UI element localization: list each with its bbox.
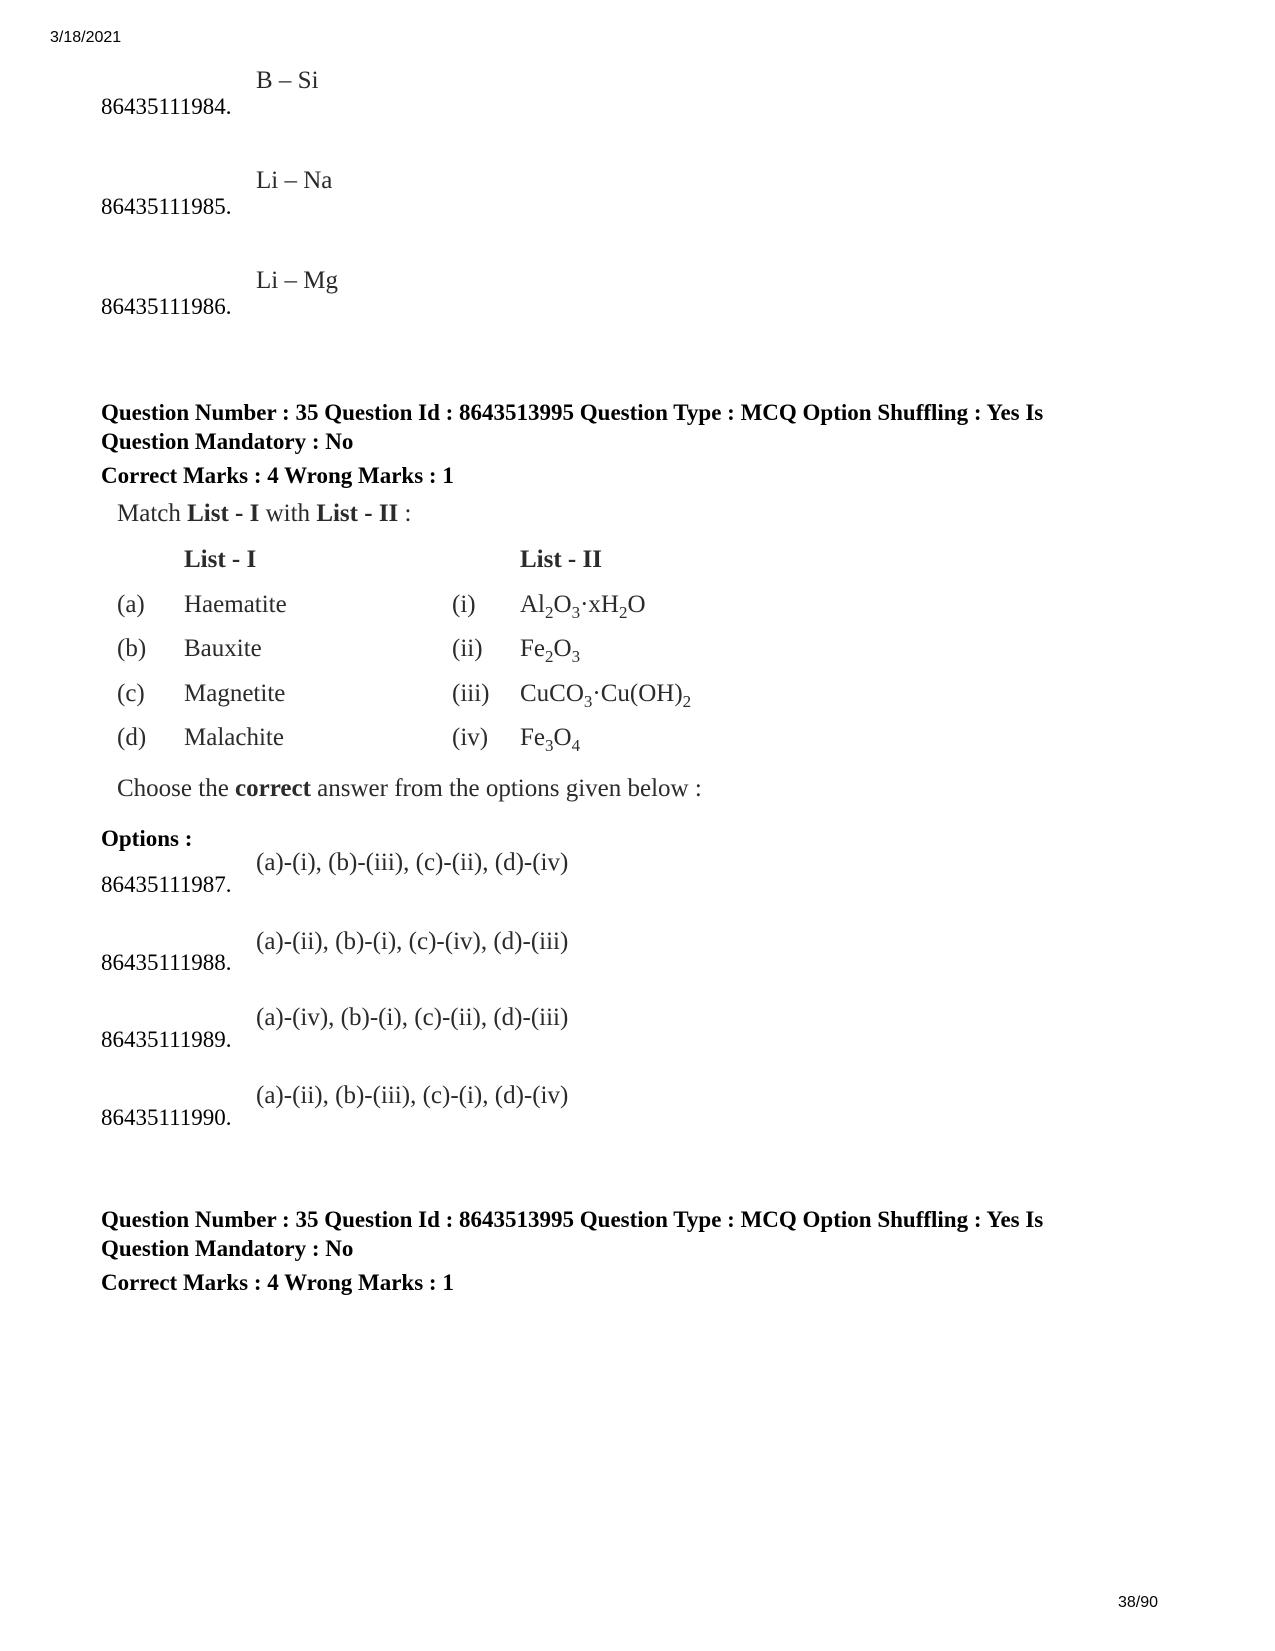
option-text: Li – Na <box>256 167 333 194</box>
list-one-header: List - I <box>184 546 257 573</box>
question-header-line1: Question Number : 35 Question Id : 8643513995 Question Type : MCQ Option Shuffling : Yes Is <box>101 400 1044 425</box>
formula: $CuCO_3\cdot Cu(OH)_2$ <box>520 680 692 711</box>
formula: $Fe_2O_3$ <box>520 635 581 666</box>
option-text: Li – Mg <box>256 267 338 294</box>
option-text: (a)-(i), (b)-(iii), (c)-(ii), (d)-(iv) <box>256 849 569 876</box>
next-question-header <box>101 1205 1131 1263</box>
option-text: B – Si <box>256 67 319 94</box>
option-id: 86435111985. <box>101 194 232 219</box>
question-marks: Correct Marks : 4 Wrong Marks : 1 <box>101 463 454 488</box>
formula: $Fe_3O_4$ <box>520 724 581 755</box>
option-text: (a)-(ii), (b)-(iii), (c)-(i), (d)-(iv) <box>256 1082 569 1109</box>
options-label: Options : <box>101 826 193 851</box>
option-id: 86435111984. <box>101 94 232 119</box>
question-header-line1: Question Number : 35 Question Id : 8643513995 Question Type : MCQ Option Shuffling : Yes Is <box>101 1207 1044 1232</box>
question-intro: Match List - I with List - II : <box>117 500 412 527</box>
print-date: 3/18/2021 <box>50 29 122 46</box>
option-id: 86435111986. <box>101 294 232 319</box>
page-number: 38/90 <box>1117 1594 1158 1611</box>
option-text: (a)-(iv), (b)-(i), (c)-(ii), (d)-(iii) <box>256 1004 569 1031</box>
question-header-line2: Question Mandatory : No <box>101 1236 354 1261</box>
list-two-header: List - II <box>520 546 602 573</box>
question-header-line2: Question Mandatory : No <box>101 429 354 454</box>
option-id: 86435111990. <box>101 1105 232 1130</box>
question-header <box>101 398 1131 456</box>
option-id: 86435111987. <box>101 872 232 897</box>
question-instruction: Choose the correct answer from the options given below : <box>117 775 702 802</box>
option-id: 86435111988. <box>101 950 232 975</box>
option-id: 86435111989. <box>101 1027 232 1052</box>
formula: $Al_2O_3\cdot xH_2O$ <box>520 591 646 622</box>
option-text: (a)-(ii), (b)-(i), (c)-(iv), (d)-(iii) <box>256 928 569 955</box>
next-question-marks: Correct Marks : 4 Wrong Marks : 1 <box>101 1270 454 1295</box>
